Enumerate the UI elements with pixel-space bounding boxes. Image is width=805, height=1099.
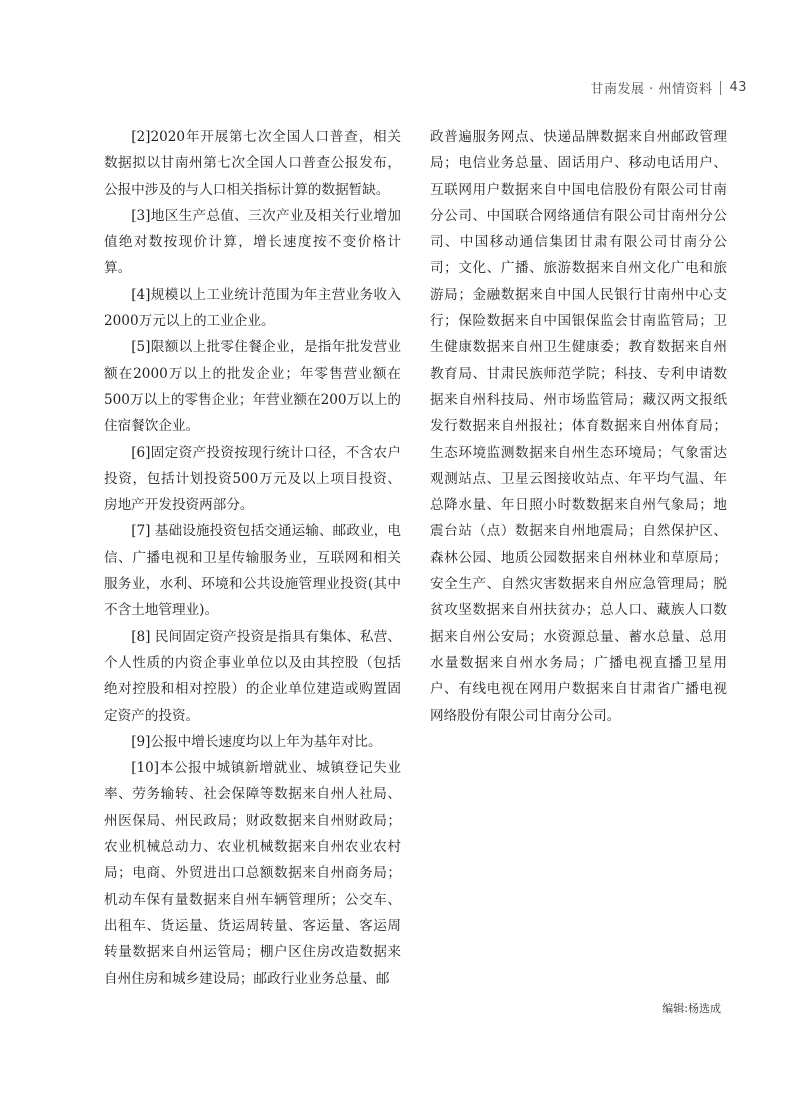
header-divider [720,81,721,95]
notes-column-right [430,124,727,729]
note-7: [7] 基础设施投资包括交通运输、邮政业，电信、广播电视和卫星传输服务业，互联网和相关服务业，水利、环境和公共设施管理业投资(其中不含土地管理业)。 [104,523,401,619]
note-6: [6]固定资产投资按现行统计口径，不含农户投资，包括计划投资500万元及以上项目投资、房地产开发投资两部分。 [104,444,401,514]
page-number: 43 [729,80,747,95]
editor-credit: 编辑:杨选成 [662,1002,721,1015]
note-5: [5]限额以上批零住餐企业，是指年批发营业额在2000万以上的批发企业；年零售营业额在500万以上的零售企业；年营业额在200万以上的住宿餐饮企业。 [104,339,401,435]
running-header [591,78,747,97]
note-8: [8] 民间固定资产投资是指具有集体、私营、个人性质的内资企事业单位以及由其控股（包括绝对控股和相对控股）的企业单位建造或购置固定资产的投资。 [104,628,401,724]
notes-column-left [104,124,401,992]
note-10: [10]本公报中城镇新增就业、城镇登记失业率、劳务输转、社会保障等数据来自州人社局、州医保局、州民政局；财政数据来自州财政局；农业机械总动力、农业机械数据来自州农业农村局；电商、外贸进出口总额数据来自州商务局；机动车保有量数据来自州车辆管理所；公交车、出租车、货运量、货运周转量、客运量、客运周转量数据来自州运管局；棚户区住房改造数据来自州住房和城乡建设局；邮政行业业务总量、邮 [104,760,401,987]
note-3: [3]地区生产总值、三次产业及相关行业增加值绝对数按现价计算，增长速度按不变价格计算。 [104,207,401,277]
section-title: 甘南发展 · 州情资料 [590,82,713,97]
note-10-continuation: 政普遍服务网点、快递品牌数据来自州邮政管理局；电信业务总量、固话用户、移动电话用户、互联网用户数据来自中国电信股份有限公司甘南分公司、中国联合网络通信有限公司甘南州分公司、中国移动通信集团甘肃有限公司甘南分公司；文化、广播、旅游数据来自州文化广电和旅游局；金融数据来自中国人民银行甘南州中心支行；保险数据来自中国银保监会甘南监管局；卫生健康数据来自州卫生健康委；教育数据来自州教育局、甘肃民族师范学院；科技、专利申请数据来自州科技局、州市场监管局；藏汉两文报纸发行数据来自州报社；体育数据来自州体育局；生态环境监测数据来自州生态环境局；气象雷达观测站点、卫星云图接收站点、年平均气温、年总降水量、年日照小时数数据来自州气象局；地震台站（点）数据来自州地震局；自然保护区、森林公园、地质公园数据来自州林业和草原局；安全生产、自然灾害数据来自州应急管理局；脱贫攻坚数据来自州扶贫办；总人口、藏族人口数据来自州公安局；水资源总量、蓄水总量、总用水量数据来自州水务局；广播电视直播卫星用户、有线电视在网用户数据来自甘肃省广播电视网络股份有限公司甘南分公司。 [430,129,727,724]
note-2: [2]2020年开展第七次全国人口普查，相关数据拟以甘南州第七次全国人口普查公报发布，公报中涉及的与人口相关指标计算的数据暂缺。 [104,129,401,198]
note-9: [9]公报中增长速度均以上年为基年对比。 [131,733,382,750]
note-4: [4]规模以上工业统计范围为年主营业务收入2000万元以上的工业企业。 [104,286,401,330]
